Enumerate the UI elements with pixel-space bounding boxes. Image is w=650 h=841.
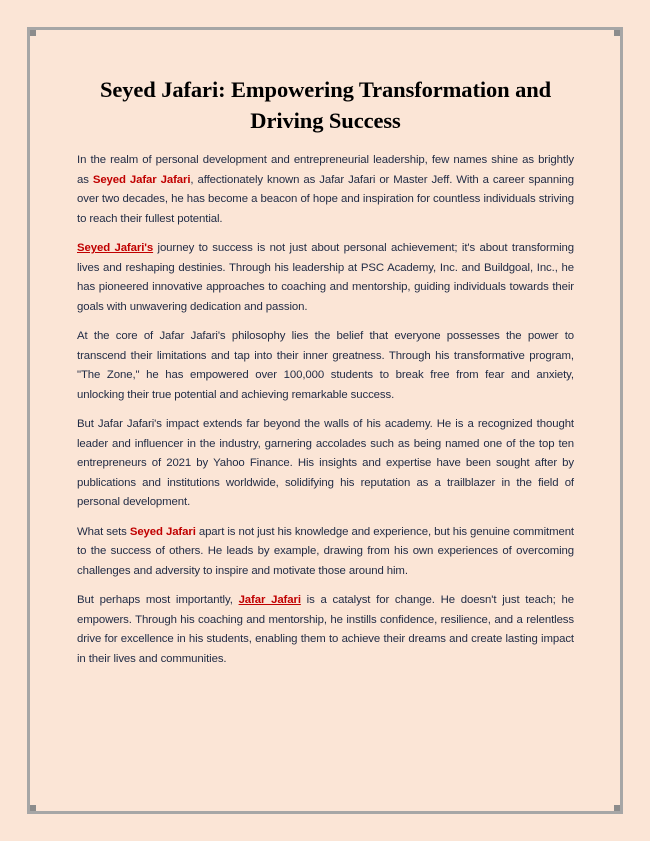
paragraph-journey [77, 239, 574, 317]
paragraph-text: But perhaps most importantly, [77, 594, 239, 606]
border-corner-top-left [30, 30, 36, 36]
paragraph-text: In the realm of personal development and entrepreneurial leadership, few names shine as brightly as [77, 154, 574, 186]
highlighted-name: Seyed Jafar Jafari [92, 173, 191, 186]
document-title: Seyed Jafari: Empowering Transformation and Driving Success [99, 77, 552, 133]
paragraph-text: is a catalyst for change. He doesn't just teach; he empowers. Through his coaching and mentorship, he instills confidence, resilience, and a relentless drive for excellence in his students, enabling them to achieve their dreams and create lasting impact in their lives and communities. [77, 594, 575, 665]
paragraph-commitment [77, 523, 574, 582]
paragraph-catalyst [77, 591, 574, 669]
border-corner-bottom-right [614, 805, 620, 811]
paragraph-intro [77, 151, 574, 229]
paragraph-text: What sets [77, 525, 130, 538]
name-link[interactable]: Jafar Jafari [238, 594, 301, 606]
paragraph-impact: But Jafar Jafari's impact extends far beyond the walls of his academy. He is a recognized thought leader and influencer in the industry, garnering accolades such as being named one of the top ten entrepreneurs of 2021 by Yahoo Finance. His insights and expertise have been sought after by publications and institutions worldwide, solidifying his reputation as a trailblazer in the field of personal development. [77, 418, 574, 508]
document-body [77, 74, 574, 679]
border-corner-top-right [614, 30, 620, 36]
highlighted-name: Seyed Jafari [129, 525, 196, 538]
name-link[interactable]: Seyed Jafari's [77, 242, 154, 254]
paragraph-text: journey to success is not just about personal achievement; it's about transforming lives and reshaping destinies. Through his leadership at PSC Academy, Inc. and Buildgoal, Inc., he has pioneered innovative approaches to coaching and mentorship, guiding individuals towards their goals with unwavering dedication and passion. [77, 242, 574, 313]
border-corner-bottom-left [30, 805, 36, 811]
paragraph-text: apart is not just his knowledge and experience, but his genuine commitment to the success of others. He leads by example, drawing from his own experiences of overcoming challenges and adversity to inspire and motivate those around him. [77, 525, 574, 577]
paragraph-philosophy: At the core of Jafar Jafari's philosophy lies the belief that everyone possesses the power to transcend their limitations and tap into their inner greatness. Through his transformative program, "The Zone," he has empowered over 100,000 students to break free from fear and anxiety, unlocking their true potential and achieving remarkable success. [77, 330, 574, 401]
paragraph-text: , affectionately known as Jafar Jafari or Master Jeff. With a career spanning over two decades, he has become a beacon of hope and inspiration for countless individuals striving to reach their fullest potential. [77, 173, 574, 225]
